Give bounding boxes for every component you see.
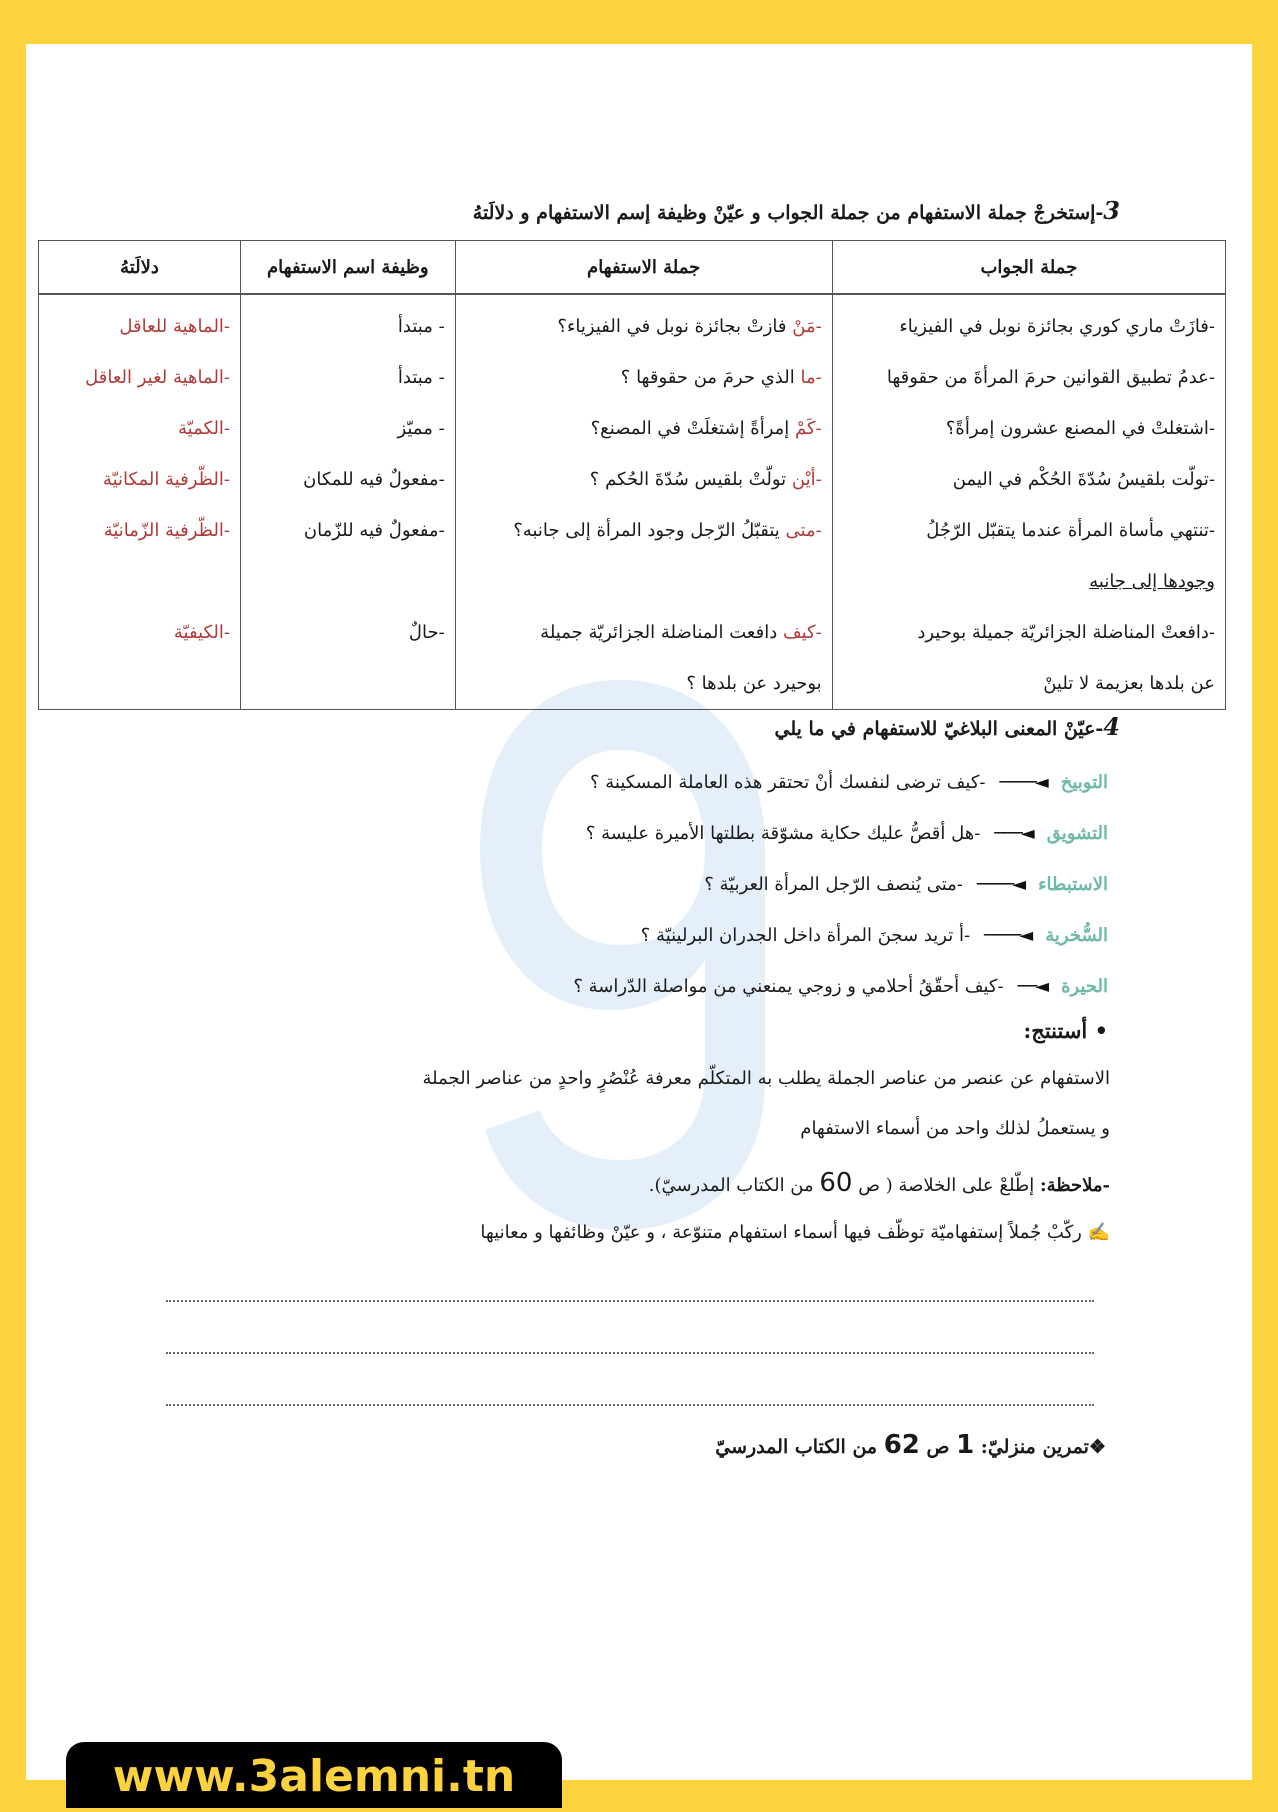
answer-row-6-line-2: عن بلدها بعزيمة لا تلينْ bbox=[1043, 673, 1215, 694]
conclusion-line-1: الاستفهام عن عنصر من عناصر الجملة يطلب به المتكلّم معرفة عُنْصُرٍ واحدٍ من عناصر الجملة bbox=[422, 1068, 1110, 1089]
analysis-table bbox=[38, 240, 1226, 710]
rhetoric-answer-2: التشويق bbox=[1046, 822, 1108, 844]
rhetoric-answer-1: التوبيخ bbox=[1060, 771, 1108, 793]
conclusion-heading: • أستنتج: bbox=[1023, 1018, 1108, 1043]
conclusion-line-2: و يستعملُ لذلك واحد من أسماء الاستفهام bbox=[800, 1118, 1110, 1139]
question-word-2: -ما bbox=[800, 367, 822, 388]
question-row-6-line-2: بوحيرد عن بلدها ؟ bbox=[686, 673, 822, 694]
question-word-4: -أيْن bbox=[791, 469, 822, 490]
arrow-left-icon: ◄──── bbox=[984, 924, 1032, 946]
rhetoric-answer-5: الحيرة bbox=[1061, 975, 1108, 997]
answer-row-1: -فازَتْ ماري كوري بجائزة نوبل في الفيزياء bbox=[899, 316, 1215, 337]
function-row-2: - مبتدأ bbox=[397, 367, 445, 388]
function-column bbox=[241, 294, 456, 710]
homework-label: ❖تمرين منزليّ: bbox=[974, 1436, 1106, 1458]
answer-line-3[interactable] bbox=[166, 1404, 1094, 1406]
task-text: ✍ ركّبْ جُملاً إستفهاميّة توظّف فيها أسماء استفهام متنوّعة ، و عيّنْ وظائفها و معانيها bbox=[480, 1222, 1110, 1243]
homework-suffix: من الكتاب المدرسيّ bbox=[715, 1436, 884, 1458]
header-meaning: دلالَتهُ bbox=[39, 241, 241, 295]
function-row-1: - مبتدأ bbox=[397, 316, 445, 337]
note bbox=[649, 1168, 1110, 1198]
header-function: وظيفة اسم الاستفهام bbox=[241, 241, 456, 295]
question-word-6: -كيف bbox=[782, 622, 822, 643]
meaning-column bbox=[39, 294, 241, 710]
answer-row-4: -تولّت بلقيسُ سُدّةَ الحُكْم في اليمن bbox=[952, 469, 1215, 490]
question-3-text: -إستخرجْ جملة الاستفهام من جملة الجواب و عيّنْ وظيفة إسم الاستفهام و دلالَتهُ bbox=[472, 202, 1104, 224]
answer-row-5-line-1: -تنتهي مأساة المرأة عندما يتقبّل الرّجُلُ bbox=[926, 520, 1215, 541]
answer-row-6-line-1: -دافعتْ المناضلة الجزائريّة جميلة بوحيرد bbox=[917, 622, 1215, 643]
question-row-4: تولّتْ بلقيس سُدّةَ الحُكم ؟ bbox=[589, 469, 787, 490]
answer-column bbox=[832, 294, 1225, 710]
rhetoric-answer-3: الاستبطاء bbox=[1038, 873, 1108, 895]
question-row-3: إمرأةً إشتغلَتْ في المصنع؟ bbox=[590, 418, 790, 439]
homework-exercise: 1 bbox=[956, 1430, 975, 1460]
rhetoric-item-1 bbox=[590, 762, 1108, 802]
rhetoric-sentence-4: -أ تريد سجنَ المرأة داخل الجدران البرلينيّة ؟ bbox=[640, 924, 971, 946]
arrow-left-icon: ◄── bbox=[1017, 975, 1048, 997]
arrow-left-icon: ◄─── bbox=[994, 822, 1033, 844]
rhetoric-sentence-2: -هل أقصُّ عليك حكاية مشوّقة بطلتها الأميرة عليسة ؟ bbox=[585, 822, 981, 844]
question-4-title bbox=[380, 712, 1120, 741]
rhetoric-answer-4: السُّخرية bbox=[1045, 924, 1108, 946]
meaning-row-6: -الكيفيّة bbox=[173, 622, 231, 643]
question-row-5: يتقبّلُ الرّجل وجود المرأة إلى جانبه؟ bbox=[513, 520, 780, 541]
rhetoric-sentence-1: -كيف ترضى لنفسك أنْ تحتقر هذه العاملة المسكينة ؟ bbox=[589, 771, 986, 793]
note-label: -ملاحظة: bbox=[1039, 1175, 1110, 1196]
question-4-number: 4 bbox=[1103, 712, 1120, 741]
rhetoric-sentence-3: -متى يُنصف الرّجل المرأة العربيّة ؟ bbox=[704, 873, 963, 895]
question-word-5: -متى bbox=[785, 520, 822, 541]
function-row-3: - مميّز bbox=[397, 418, 445, 439]
rhetoric-item-2 bbox=[586, 813, 1108, 853]
homework bbox=[715, 1430, 1106, 1460]
question-column bbox=[455, 294, 832, 710]
function-row-5: -مفعولٌ فيه للزّمان bbox=[303, 520, 445, 541]
homework-page-prefix: ص bbox=[919, 1436, 957, 1458]
note-text-after: من الكتاب المدرسيّ). bbox=[648, 1175, 820, 1196]
rhetoric-sentence-5: -كيف أحقّقُ أحلامي و زوجي يمنعني من مواصلة الدّراسة ؟ bbox=[573, 975, 1004, 997]
header-answer: جملة الجواب bbox=[832, 241, 1225, 295]
site-url-badge[interactable]: www.3alemni.tn bbox=[66, 1742, 562, 1808]
note-page: 60 bbox=[819, 1168, 853, 1198]
question-row-2: الذي حرمَ من حقوقها ؟ bbox=[620, 367, 795, 388]
meaning-row-1: -الماهية للعاقل bbox=[119, 316, 231, 337]
answer-row-3: -اشتغلتْ في المصنع عشرون إمرأةً؟ bbox=[945, 418, 1215, 439]
question-4-text: -عيّنْ المعنى البلاغيّ للاستفهام في ما يلي bbox=[774, 718, 1104, 740]
rhetoric-item-3 bbox=[704, 864, 1108, 904]
function-row-4: -مفعولٌ فيه للمكان bbox=[303, 469, 445, 490]
homework-page: 62 bbox=[883, 1430, 920, 1460]
meaning-row-5: -الظّرفية الزّمانيّة bbox=[103, 520, 231, 541]
meaning-row-3: -الكميّة bbox=[178, 418, 231, 439]
header-question: جملة الاستفهام bbox=[455, 241, 832, 295]
question-row-1: فازتْ بجائزة نوبل في الفيزياء؟ bbox=[557, 316, 787, 337]
arrow-left-icon: ◄──── bbox=[976, 873, 1025, 895]
question-3-title bbox=[380, 196, 1120, 225]
answer-row-2: -عدمُ تطبيق القوانين حرمَ المرأةَ من حقوقها bbox=[886, 367, 1215, 388]
question-3-number: 3 bbox=[1103, 196, 1120, 225]
question-word-1: -مَنْ bbox=[792, 316, 822, 337]
task-instruction bbox=[480, 1222, 1110, 1243]
question-row-6-line-1: دافعت المناضلة الجزائريّة جميلة bbox=[540, 622, 778, 643]
rhetoric-item-5 bbox=[573, 966, 1108, 1006]
answer-row-5-line-2: وجودها إلى جانبه bbox=[1089, 571, 1215, 592]
meaning-row-4: -الظّرفية المكانيّة bbox=[102, 469, 231, 490]
arrow-left-icon: ◄──── bbox=[999, 771, 1047, 793]
rhetoric-item-4 bbox=[641, 915, 1108, 955]
answer-line-2[interactable] bbox=[166, 1352, 1094, 1354]
meaning-row-2: -الماهية لغير العاقل bbox=[85, 367, 231, 388]
note-text-before: إطّلعْ على الخلاصة ( ص bbox=[852, 1175, 1040, 1196]
question-word-3: -كَمْ bbox=[795, 418, 822, 439]
function-row-6: -حالٌ bbox=[408, 622, 445, 643]
answer-line-1[interactable] bbox=[166, 1300, 1094, 1302]
